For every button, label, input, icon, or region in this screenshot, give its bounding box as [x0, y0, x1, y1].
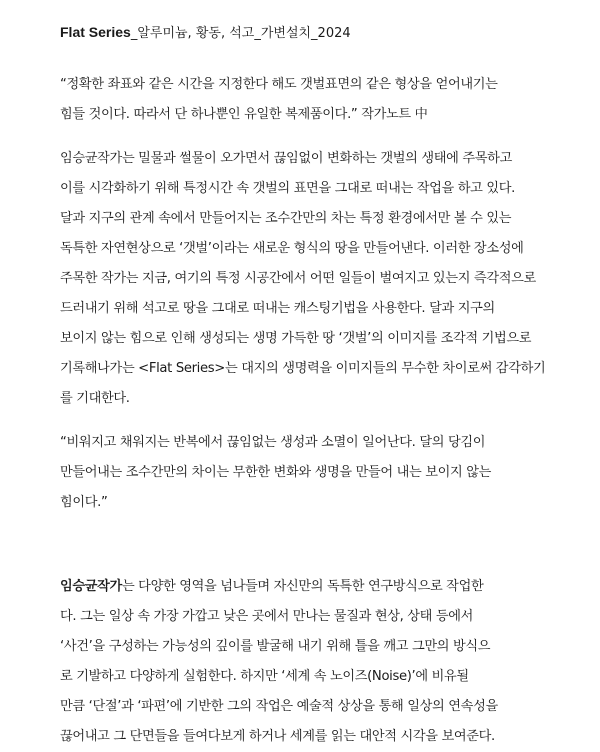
paragraph-line: 독특한 자연현상으로 ‘갯벌’이라는 새로운 형식의 땅을 만들어낸다. 이러한 장소성에	[60, 241, 524, 256]
artist-bio-paragraph	[60, 572, 570, 752]
paragraph-line	[60, 572, 570, 602]
quote-line: 만들어내는 조수간만의 차이는 무한한 변화와 생명을 만들어 내는 보이지 않는	[60, 465, 492, 480]
quote-line: “정확한 좌표와 같은 시간을 지정한다 해도 갯벌표면의 같은 형상을 얻어내기는	[60, 77, 498, 92]
paragraph-line: 주목한 작가는 지금, 여기의 특정 시공간에서 어떤 일들이 벌여지고 있는지 즉각적으로	[60, 271, 536, 286]
paragraph-line: 이를 시각화하기 위해 특정시간 속 갯벌의 표면을 그대로 떠내는 작업을 하고 있다.	[60, 181, 515, 196]
paragraph-line: 로 기발하고 다양하게 실험한다. 하지만 ‘세계 속 노이즈(Noise)’에 비유될	[60, 669, 469, 684]
paragraph-line: 보이지 않는 힘으로 인해 생성되는 생명 가득한 땅 ‘갯벌’의 이미지를 조각적 기법으로	[60, 331, 532, 346]
paragraph-line: 를 기대한다.	[60, 391, 130, 406]
series-name: Flat Series	[60, 24, 131, 40]
bio-first-line: 는 다양한 영역을 넘나들며 자신만의 독특한 연구방식으로 작업한	[121, 579, 484, 594]
paragraph-line: 기록해나가는 <Flat Series>는 대지의 생명력을 이미지들의 무수한 차이로써 감각하기	[60, 361, 546, 376]
second-quote	[60, 428, 570, 518]
description-paragraph	[60, 144, 570, 414]
paragraph-line: 달과 지구의 관계 속에서 만들어지는 조수간만의 차는 특정 환경에서만 볼 수 있는	[60, 211, 512, 226]
quote-line: 힘이다.”	[60, 495, 108, 510]
artist-name: 임승균작가	[60, 579, 122, 594]
quote-line: “비워지고 채워지는 반복에서 끊임없는 생성과 소멸이 일어난다. 달의 당김이	[60, 435, 486, 450]
paragraph-line: 드러내기 위해 석고로 땅을 그대로 떠내는 캐스팅기법을 사용한다. 달과 지구의	[60, 301, 495, 316]
paragraph-line: 다. 그는 일상 속 가장 가깝고 낮은 곳에서 만나는 물질과 현상, 상태 등에서	[60, 609, 474, 624]
work-title	[60, 22, 570, 44]
quote-line: 힘들 것이다. 따라서 단 하나뿐인 유일한 복제품이다.” 작가노트 中	[60, 107, 428, 122]
artist-note-quote	[60, 70, 570, 130]
work-details: _알루미늄, 황동, 석고_가변설치_2024	[130, 26, 351, 41]
paragraph-line: 임승균작가는 밀물과 썰물이 오가면서 끊임없이 변화하는 갯벌의 생태에 주목하고	[60, 151, 512, 166]
document-page	[60, 22, 570, 752]
paragraph-line: ‘사건’을 구성하는 가능성의 깊이를 발굴해 내기 위해 틀을 깨고 그만의 방식으	[60, 639, 491, 654]
paragraph-line: 만큼 ‘단절’과 ‘파편’에 기반한 그의 작업은 예술적 상상을 통해 일상의 연속성을	[60, 699, 498, 714]
paragraph-line: 끊어내고 그 단면들을 들여다보게 하거나 세계를 읽는 대안적 시각을 보여준다.	[60, 729, 495, 744]
